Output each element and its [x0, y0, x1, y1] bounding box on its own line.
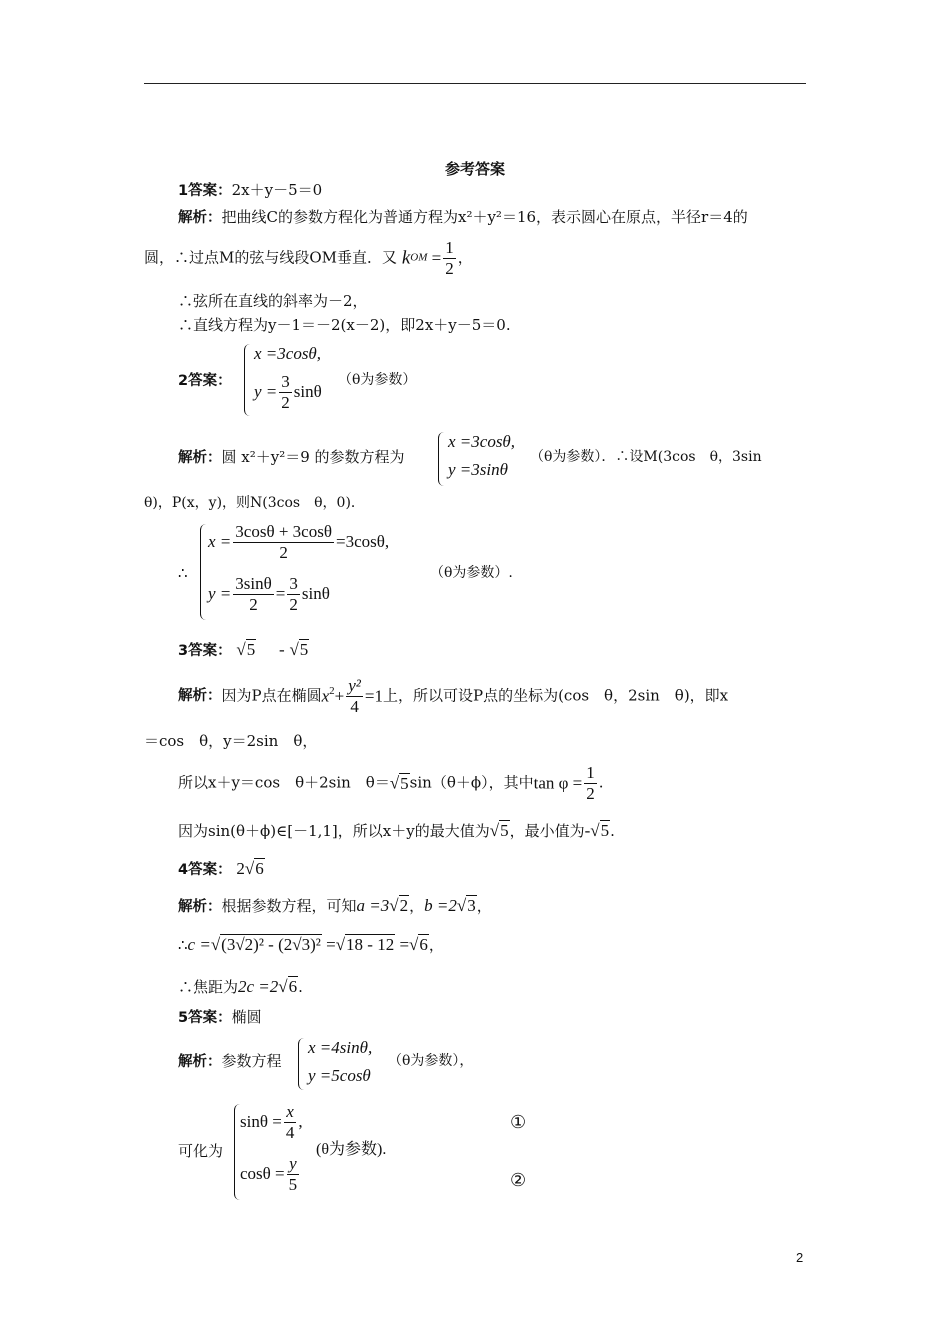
- q3-min-rad: 5: [600, 821, 610, 840]
- q3-ellipse-eq: =1: [364, 686, 383, 706]
- q4-rad2: 18 - 12: [346, 935, 395, 954]
- q4-b-sqrt: √3: [456, 896, 476, 915]
- q5-answer: 椭圆: [231, 1008, 262, 1026]
- q1-line3: ∴弦所在直线的斜率为－2，: [178, 292, 368, 310]
- q4-analysis-label: 解析：: [178, 899, 222, 915]
- q1-analysis-line1: [178, 210, 748, 226]
- q3-answer-2: √5: [289, 640, 309, 659]
- q5-r2-num: y: [287, 1154, 300, 1175]
- q3-ans2: 5: [299, 640, 309, 659]
- q2-answer-brace: [244, 344, 251, 416]
- q4-eq3: =: [395, 935, 410, 954]
- q2-sys-note: （θ为参数）: [338, 372, 417, 388]
- q5-analysis-line1: [178, 1054, 282, 1070]
- q3-line3: [178, 763, 604, 803]
- q2-s1-frac: [233, 522, 334, 562]
- q4-analysis-line1: [178, 897, 492, 915]
- q3-ellipse-x-exp: 2: [329, 685, 335, 698]
- q3-answer-label: 3答案：: [178, 643, 232, 659]
- q3-line3-pre: 所以x＋y＝cos θ＋2sin θ＝: [178, 773, 390, 792]
- q4-a-rad: 2: [399, 896, 409, 915]
- q3-line3-num: 1: [586, 763, 595, 782]
- q2-s2-frac2: [287, 574, 300, 614]
- q2-therefore: ∴: [178, 564, 188, 582]
- q5-r2-den: 5: [288, 1174, 298, 1194]
- q5-r1-pre: sinθ =: [240, 1112, 282, 1132]
- q3-analysis-label: 解析：: [178, 687, 222, 704]
- q5-line1-pre: 参数方程: [221, 1052, 282, 1070]
- q4-a-sqrt: √2: [389, 896, 409, 915]
- q2-analysis-line1: [178, 450, 405, 466]
- q4-ans-coef: 2: [236, 859, 245, 878]
- q3-max-rad: 5: [500, 821, 509, 840]
- q2-sys-row1: x =3cosθ,: [254, 344, 322, 363]
- q3-answer-line: [178, 641, 309, 659]
- q2-result-brace: [200, 524, 207, 620]
- q2-circle-system: [436, 430, 536, 490]
- q5-r1-num: x: [284, 1102, 297, 1123]
- q2-s2-mid: =: [275, 584, 286, 604]
- q4-a-expr: a =3: [356, 896, 390, 915]
- q3-analysis-line1: [178, 676, 728, 716]
- q2-s2-pre: y =: [208, 584, 232, 604]
- q3-line3-frac: [584, 763, 597, 803]
- q5-circle-2: ②: [510, 1170, 527, 1191]
- q5-analysis-label: 解析：: [178, 1054, 222, 1070]
- q3-ans1: 5: [246, 640, 256, 659]
- q4-answer-line: [178, 860, 265, 878]
- q2-sys-row2-frac: [279, 372, 292, 412]
- q5-r1-frac: [284, 1102, 297, 1142]
- q5-param-row2: y =5cosθ: [308, 1066, 371, 1085]
- q4-ans-rad: 6: [255, 859, 264, 878]
- q4-c-rad: (3√2)² - (2√3)²: [221, 935, 321, 954]
- q1-analysis-line2: [144, 238, 473, 278]
- q5-param-row1: x =4sinθ,: [308, 1038, 373, 1057]
- q2-line1-post: （θ为参数）．∴设M(3cos θ，3sin: [530, 449, 762, 465]
- q4-line3-rad: 6: [288, 977, 298, 996]
- q2-s2-num: 3sinθ: [235, 574, 272, 593]
- q2-circle-row1: x =3cosθ,: [448, 432, 516, 451]
- q2-answer-label-text: 2答案：: [178, 373, 232, 389]
- q4-line2: [178, 936, 444, 953]
- q4-rad3: 6: [419, 935, 428, 954]
- q5-note: (θ为参数).: [316, 1141, 387, 1158]
- q2-s2-den2: 2: [289, 594, 298, 614]
- q5-answer-line: [178, 1010, 262, 1026]
- q2-analysis-label: 解析：: [178, 450, 222, 466]
- q5-r1-den: 4: [285, 1122, 295, 1142]
- q5-param-brace: [298, 1038, 305, 1090]
- q5-param-system: [296, 1036, 396, 1094]
- q3-line3-tan: tan φ =: [533, 773, 583, 793]
- q1-answer-label: 1答案：: [178, 183, 232, 199]
- q4-line3: [178, 978, 303, 995]
- q3-line4-pre: 因为sin(θ＋ϕ)∈[－1,1]，所以x＋y的最大值为: [178, 822, 490, 840]
- q5-answer-label: 5答案：: [178, 1010, 232, 1026]
- page-number: 2: [796, 1250, 804, 1265]
- q3-min-sign: -: [584, 821, 591, 840]
- q3-line4: [178, 822, 615, 839]
- q1-answer: 2x＋y－5＝0: [231, 181, 323, 199]
- q3-ellipse-num: y²: [348, 676, 361, 695]
- q5-result-row2: [240, 1154, 301, 1194]
- q4-line2-pre: ∴: [178, 936, 188, 954]
- q4-c-sqrt: √(3√2)² - (2√3)²: [210, 935, 321, 954]
- q1-eq: =: [427, 248, 442, 268]
- q4-rad3-sqrt: √6: [409, 935, 428, 954]
- q4-eq2: =: [321, 935, 336, 954]
- page-title: 参考答案: [444, 160, 505, 178]
- q2-result-note: （θ为参数）.: [430, 565, 513, 581]
- q3-line3-mid: sin（θ＋ϕ），其中: [409, 773, 534, 792]
- q1-line2-post: ，: [457, 248, 473, 267]
- q3-line1-pre: 因为P点在椭圆: [221, 686, 322, 705]
- q1-answer-line: [178, 183, 322, 199]
- q3-line3-rad: 5: [400, 773, 409, 793]
- q2-s1-post: =3cosθ,: [335, 532, 390, 552]
- q5-line2-pre: 可化为: [178, 1142, 224, 1160]
- q3-ellipse-den: 4: [350, 696, 359, 716]
- q3-line3-den: 2: [586, 783, 595, 803]
- q2-sys-row2-pre: y =: [254, 382, 278, 402]
- q3-line3-sqrt: √5: [389, 773, 409, 793]
- q4-line3-sqrt: √6: [278, 977, 298, 996]
- q4-c-expr: c =: [187, 935, 211, 954]
- header-rule: [144, 83, 806, 84]
- q4-line3-pre: ∴焦距为: [178, 978, 239, 996]
- q1-line2-pre: 圆，∴过点M的弦与线段OM垂直．又: [144, 248, 398, 267]
- q2-sys-row2-den: 2: [281, 392, 290, 412]
- q2-s2-frac: [233, 574, 273, 614]
- q4-b-rad: 3: [467, 896, 476, 915]
- q1-analysis-label: 解析：: [178, 210, 222, 226]
- q4-line3-post: .: [298, 978, 303, 996]
- q2-sys-row2: [254, 372, 322, 412]
- q4-line2-post: ，: [428, 936, 444, 954]
- q2-line1-pre: 圆 x²＋y²＝9 的参数方程为: [221, 448, 405, 466]
- q3-line3-post: .: [598, 773, 604, 792]
- q1-fraction: [443, 238, 456, 278]
- q2-sys-row2-num: 3: [281, 372, 290, 391]
- q3-ans2-sign: -: [279, 640, 285, 659]
- q2-s1-num: 3cosθ + 3cosθ: [235, 522, 332, 541]
- q2-s2-post: sinθ: [301, 584, 330, 604]
- q5-circle-1: ①: [510, 1112, 527, 1133]
- q3-line4-mid: ，最小值为: [509, 822, 585, 840]
- q5-r2-frac: [287, 1154, 300, 1194]
- q3-min-sqrt: √5: [590, 821, 610, 840]
- q1-line4: ∴直线方程为y－1＝－2(x－2)，即2x＋y－5＝0.: [178, 316, 511, 334]
- q2-s1-pre: x =: [208, 532, 232, 552]
- q2-line2: θ)，P(x，y)，则N(3cos θ，0)．: [144, 495, 365, 511]
- q3-ellipse-frac: [346, 676, 363, 716]
- q1-k: k: [401, 247, 411, 269]
- q1-k-sub: OM: [410, 251, 428, 264]
- q3-line1-post: 上，所以可设P点的坐标为(cos θ，2sin θ)，即x: [382, 686, 729, 705]
- q5-line1-post: （θ为参数），: [388, 1053, 474, 1069]
- q2-sys-row2-post: sinθ: [293, 382, 322, 402]
- q2-s2-den: 2: [249, 594, 258, 614]
- q4-sep: ，: [409, 897, 425, 915]
- q4-answer-label: 4答案：: [178, 862, 232, 878]
- q3-line2: ＝cos θ，y＝2sin θ，: [144, 732, 318, 750]
- q3-ellipse-x: x: [321, 686, 330, 706]
- q5-r1-post: ,: [298, 1112, 303, 1132]
- q2-s1-den: 2: [279, 542, 288, 562]
- q2-answer-label: [178, 373, 232, 389]
- q4-rad2-sqrt: √18 - 12: [335, 935, 395, 954]
- q2-result-row1: [208, 522, 389, 562]
- q3-line4-post: .: [610, 822, 615, 840]
- q4-b-expr: b =2: [424, 896, 457, 915]
- q5-r2-pre: cosθ =: [240, 1164, 285, 1184]
- q4-ans-sqrt: √6: [244, 859, 264, 878]
- q1-line1: 把曲线C的参数方程化为普通方程为x²＋y²＝16，表示圆心在原点，半径r＝4的: [221, 208, 748, 226]
- q2-s2-num2: 3: [289, 574, 298, 593]
- q2-result-row2: [208, 574, 330, 614]
- q2-circle-row2: y =3sinθ: [448, 460, 508, 479]
- q4-line3-expr: 2c =2: [238, 977, 279, 996]
- q3-ellipse-plus: +: [334, 686, 345, 706]
- q1-frac-num: 1: [445, 238, 454, 257]
- q3-max-sqrt: √5: [489, 821, 509, 840]
- q1-frac-den: 2: [445, 258, 454, 278]
- q5-result-row1: [240, 1102, 303, 1142]
- q2-circle-brace: [438, 432, 445, 486]
- q4-line1-pre: 根据参数方程，可知: [221, 897, 357, 915]
- q4-line1-post: ，: [476, 897, 492, 915]
- q3-answer-1: √5: [236, 640, 256, 659]
